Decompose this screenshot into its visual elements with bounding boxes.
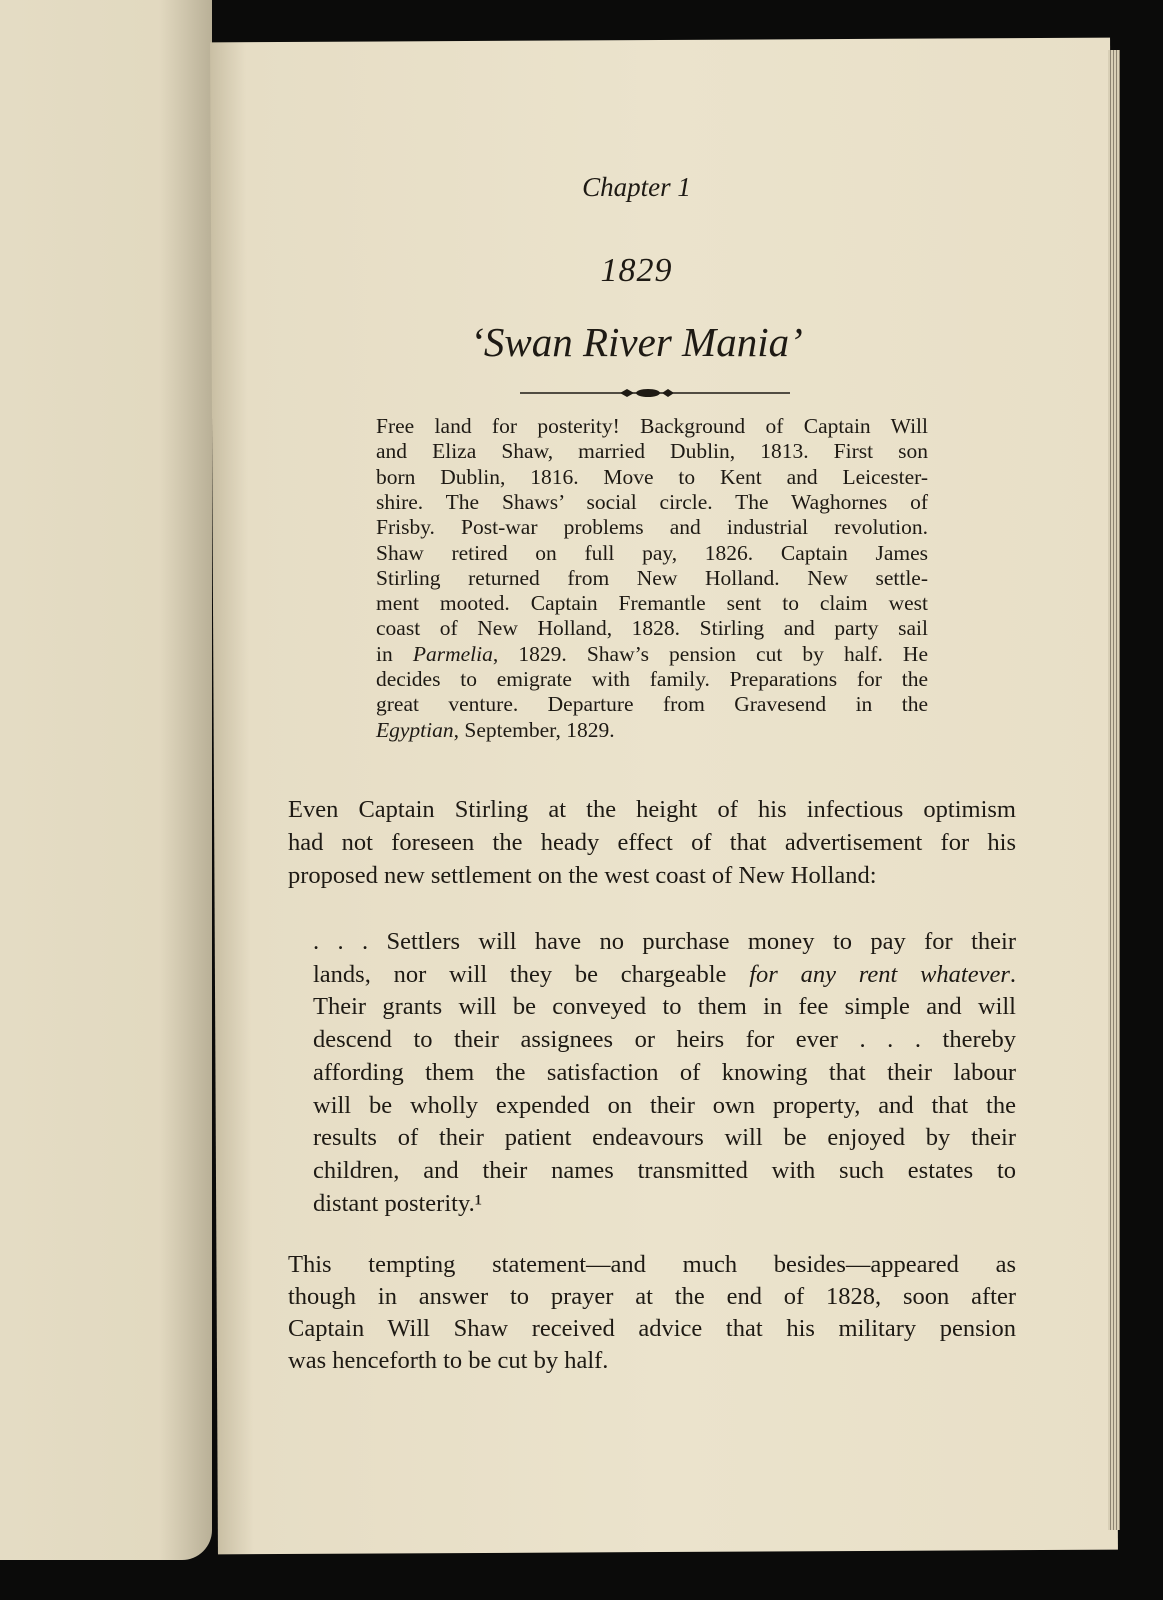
chapter-label: Chapter 1 — [582, 172, 691, 202]
quote-line: results of their patient endeavours will be enjoyed by their — [313, 1124, 1016, 1152]
body-line: was henceforth to be cut by half. — [288, 1347, 609, 1374]
quote-line: will be wholly expended on their own property, and that the — [313, 1091, 1016, 1119]
summary-line: ment mooted. Captain Fremantle sent to claim west — [376, 591, 928, 616]
quote-line: descend to their assignees or heirs for ever . . . thereby — [313, 1026, 1016, 1054]
body-line: though in answer to prayer at the end of 1828, soon after — [288, 1283, 1016, 1310]
summary-line: and Eliza Shaw, married Dublin, 1813. First son — [376, 439, 928, 464]
summary-line: shire. The Shaws’ social circle. The Waghornes of — [376, 489, 928, 514]
ornament-divider — [520, 388, 790, 398]
summary-line: Stirling returned from New Holland. New settle- — [376, 565, 928, 590]
quote-line: distant posterity.¹ — [313, 1189, 483, 1217]
summary-line: Free land for posterity! Background of Captain Will — [376, 414, 928, 438]
body-line: This tempting statement—and much besides—appeared as — [288, 1251, 1016, 1278]
summary-line: great venture. Departure from Gravesend in the — [376, 692, 928, 717]
chapter-title: ‘Swan River Mania’ — [470, 319, 803, 365]
quote-line: Their grants will be conveyed to them in fee simple and will — [313, 993, 1016, 1021]
body-line: Captain Will Shaw received advice that his military pension — [288, 1315, 1016, 1342]
summary-line: in Parmelia, 1829. Shaw’s pension cut by half. He — [376, 641, 928, 666]
summary-line: decides to emigrate with family. Preparations for the — [376, 667, 928, 691]
summary-line: coast of New Holland, 1828. Stirling and party sail — [376, 616, 928, 641]
body-line: Even Captain Stirling at the height of his infectious optimism — [288, 796, 1016, 823]
left-page — [0, 0, 212, 1560]
quote-line: lands, nor will they be chargeable for any rent whatever. — [313, 960, 1016, 988]
quote-line: . . . Settlers will have no purchase money to pay for their — [313, 928, 1016, 955]
summary-line: Shaw retired on full pay, 1826. Captain James — [376, 540, 928, 565]
body-line: had not foreseen the heady effect of that advertisement for his — [288, 829, 1016, 856]
italic-text: Parmelia — [412, 641, 493, 666]
quote-line: affording them the satisfaction of knowing that their labour — [313, 1058, 1016, 1086]
quote-line: children, and their names transmitted with such estates to — [313, 1156, 1016, 1184]
italic-text: Egyptian — [376, 717, 454, 742]
summary-line: Frisby. Post-war problems and industrial revolution. — [376, 515, 928, 540]
summary-line: born Dublin, 1816. Move to Kent and Leicester- — [376, 464, 928, 489]
summary-line: Egyptian, September, 1829. — [376, 717, 615, 742]
chapter-year: 1829 — [600, 252, 673, 289]
italic-text: for any rent whatever — [749, 960, 1010, 988]
body-line: proposed new settlement on the west coast of New Holland: — [288, 862, 877, 889]
